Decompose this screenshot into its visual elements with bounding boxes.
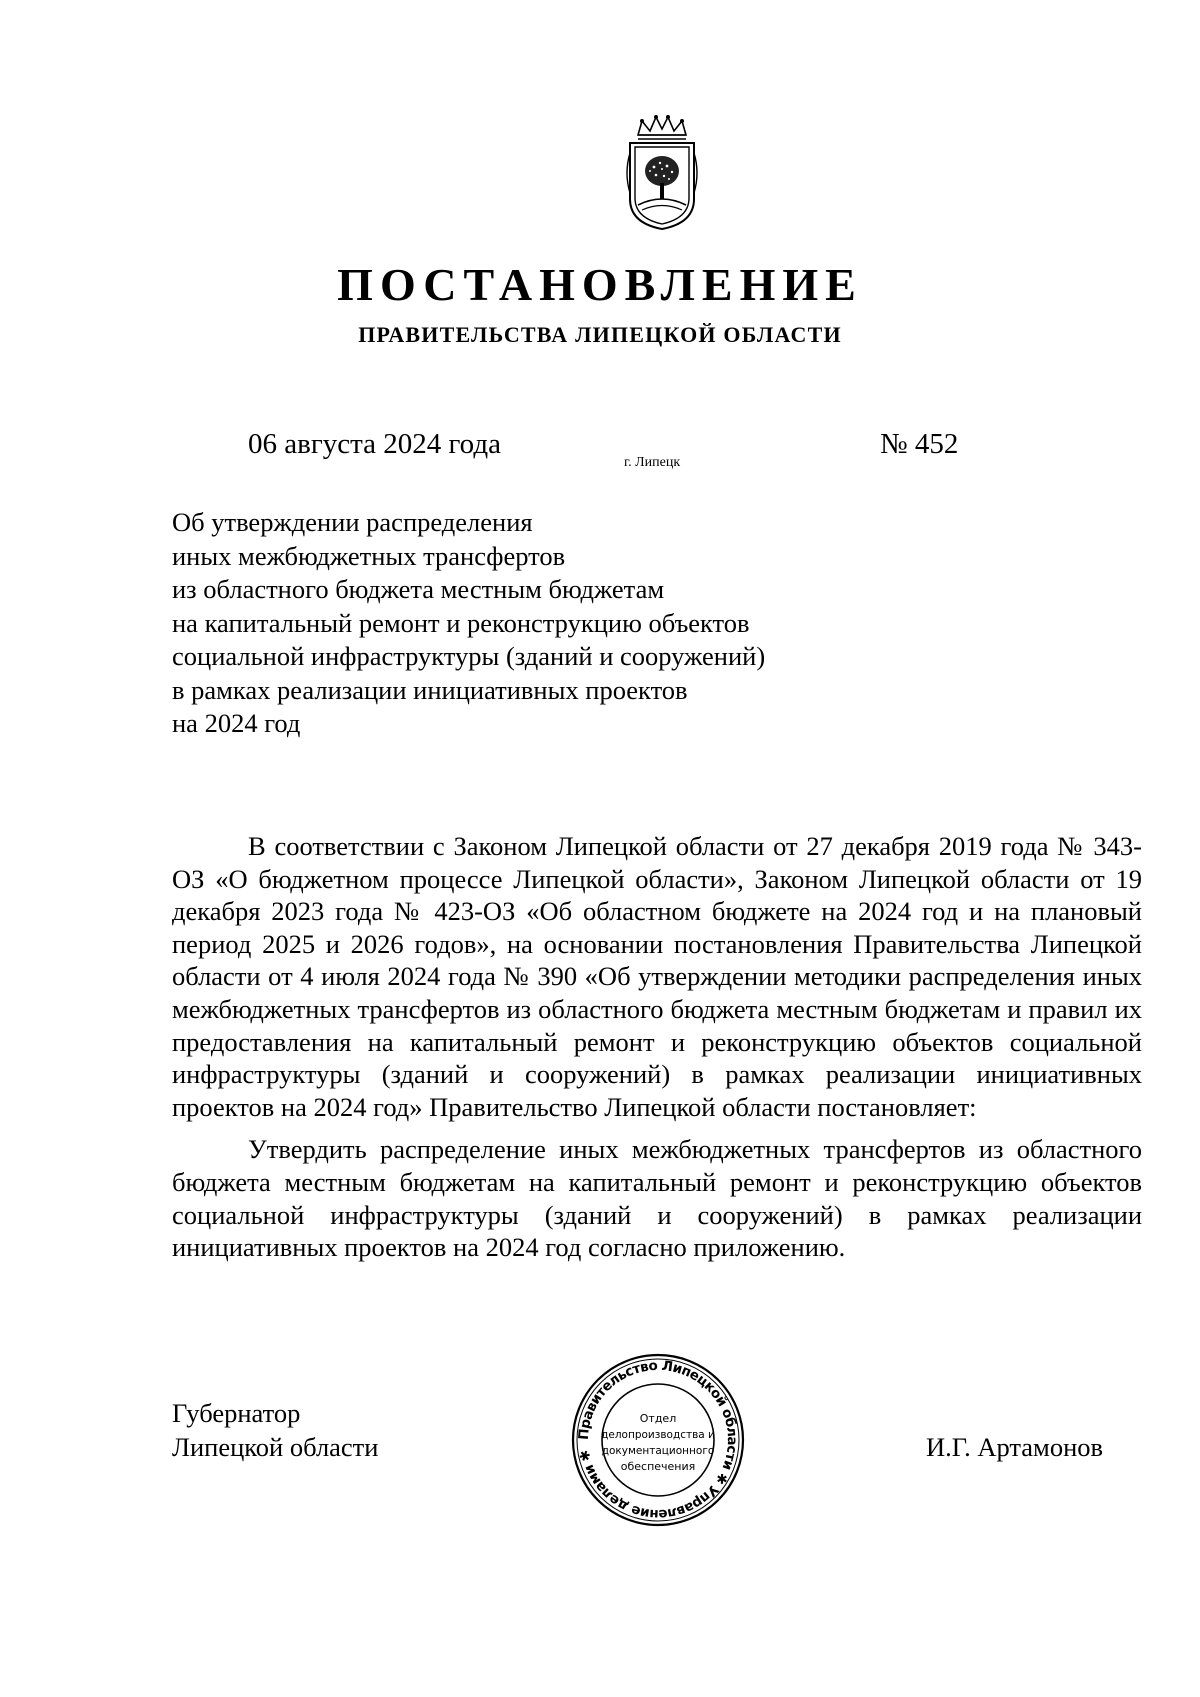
official-stamp-icon: [570, 1352, 746, 1528]
stamp-inner-line: Отдел: [639, 1412, 677, 1425]
subject-line: на капитальный ремонт и реконструкцию объектов: [172, 607, 750, 638]
signatory-name: И.Г. Артамонов: [926, 1432, 1104, 1462]
signatory-position-line: Губернатор: [172, 1398, 301, 1428]
document-subject: [172, 506, 872, 741]
coat-of-arms-icon: [620, 113, 704, 233]
subject-line: социальной инфраструктуры (зданий и сооружений): [172, 641, 766, 671]
subject-line: на 2024 год: [172, 708, 301, 738]
subject-line: Об утверждении распределения: [172, 507, 533, 537]
body-paragraph-decision: Утвердить распределение иных межбюджетных трансфертов из областного бюджета местным бюджетам на капитальный ремонт и реконструкцию объектов социальной инфраструктуры (зданий и сооружений) в рамках реализации инициативных проектов на 2024 год согласно приложению.: [172, 1134, 1142, 1263]
document-title: ПОСТАНОВЛЕНИЕ: [337, 259, 863, 310]
stamp-inner-line: обеспечения: [620, 1460, 696, 1473]
subject-line: в рамках реализации инициативных проектов: [172, 674, 688, 705]
document-number: № 452: [880, 428, 959, 460]
signatory-position: [172, 1396, 378, 1464]
subject-line: из областного бюджета местным бюджетам: [172, 574, 665, 604]
document-subtitle: ПРАВИТЕЛЬСТВА ЛИПЕЦКОЙ ОБЛАСТИ: [358, 322, 842, 347]
stamp-inner-line: документационного: [601, 1445, 715, 1457]
body-paragraph-basis: В соответствии с Законом Липецкой области от 27 декабря 2019 года № 343-ОЗ «О бюджетном процессе Липецкой области», Законом Липецкой области от 19 декабря 2023 года № 423-ОЗ «Об областном бюджете на 2024 год и на плановый период 2025 и 2026 годов», на основании постановления Правительства Липецкой области от 4 июля 2024 года № 390 «Об утверждении методики распределения иных межбюджетных трансфертов из областного бюджета местным бюджетам и правил их предоставления на капитальный ремонт и реконструкцию объектов социальной инфраструктуры (зданий и сооружений) в рамках реализации инициативных проектов на 2024 год» Правительство Липецкой области постановляет:: [172, 831, 1142, 1122]
signatory-position-line: Липецкой области: [172, 1432, 379, 1462]
document-date: 06 августа 2024 года: [248, 428, 501, 460]
document-body: [172, 830, 1142, 1264]
stamp-outer-text: Правительство Липецкой области ✱ Управление делами ✱: [575, 1357, 741, 1523]
document-city: г. Липецк: [624, 455, 681, 470]
stamp-inner-line: делопроизводства и: [601, 1429, 715, 1441]
subject-line: иных межбюджетных трансфертов: [172, 540, 566, 571]
